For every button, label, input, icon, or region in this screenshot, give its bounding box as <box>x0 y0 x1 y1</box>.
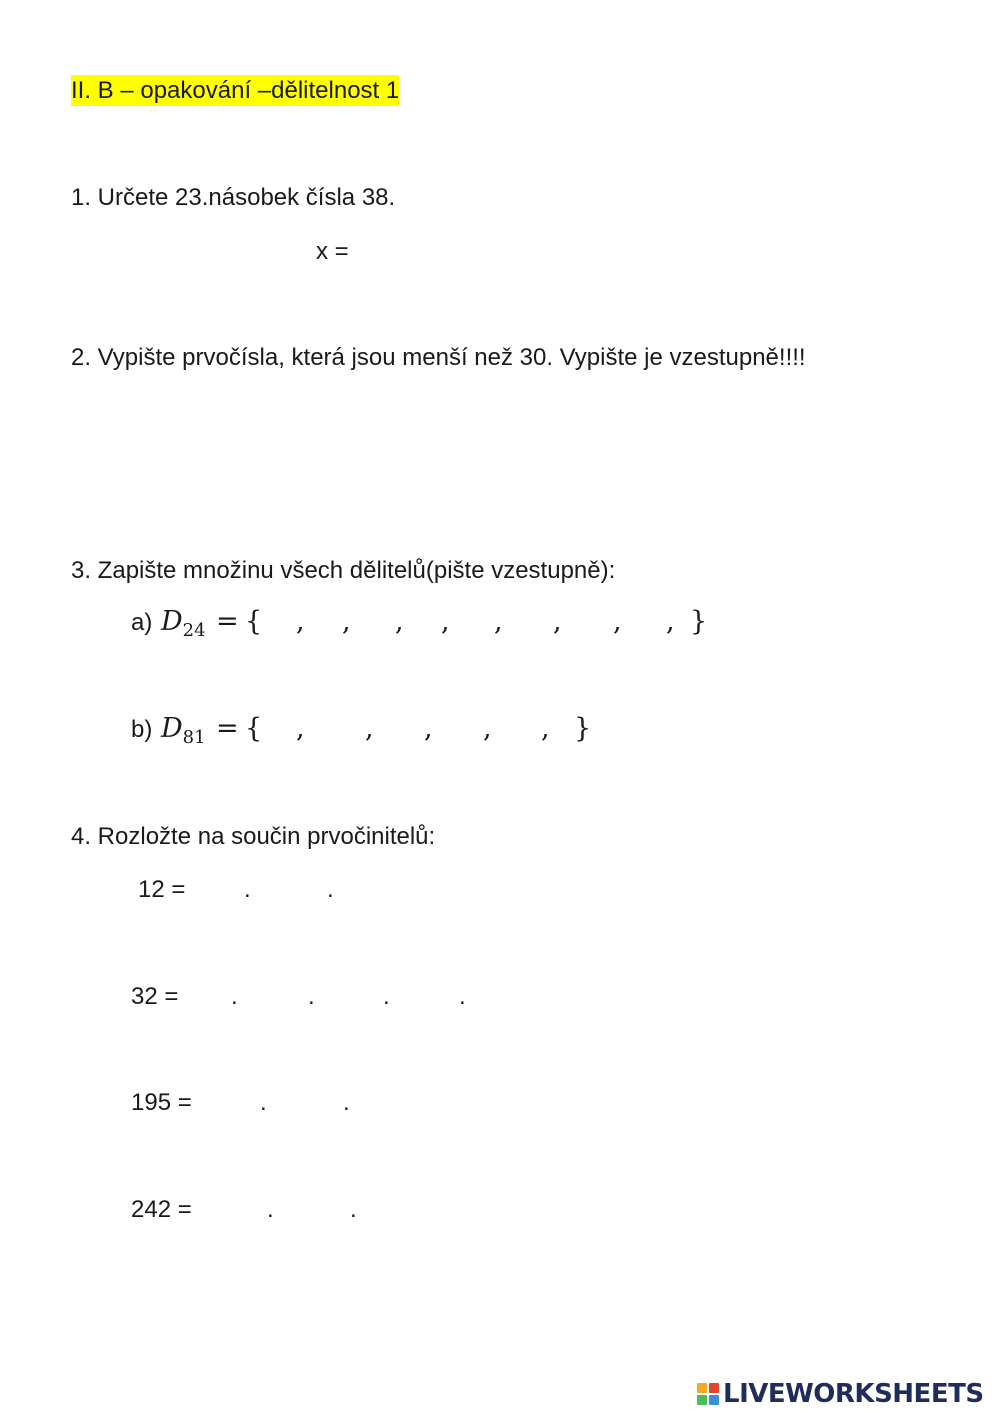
factor-row-12-label: 12 = <box>138 876 186 903</box>
logo-square-1 <box>697 1383 707 1393</box>
liveworksheets-logo <box>697 1378 984 1410</box>
factor-row-195-dot-2: . <box>343 1089 350 1116</box>
set-subscript: 24 <box>182 620 206 641</box>
question-2-text: 2. Vypište prvočísla, která jsou menší než 30. Vypište je vzestupně!!!! <box>71 344 806 371</box>
question-3b-label: b) <box>131 716 153 743</box>
question-3a-close-brace: } <box>690 606 708 637</box>
question-3a-open-brace: { <box>245 606 263 637</box>
question-3b-close-brace: } <box>574 713 592 744</box>
factor-row-32-dot-1: . <box>231 983 238 1010</box>
factor-row-195-label: 195 = <box>131 1089 192 1116</box>
question-3a-comma-1: , <box>296 606 305 637</box>
title-highlight: II. B – opakování –dělitelnost 1 <box>71 77 400 104</box>
question-3b-comma-2: , <box>365 713 374 744</box>
question-3b-comma-5: , <box>541 713 550 744</box>
factor-row-32-dot-2: . <box>308 983 315 1010</box>
set-symbol: D <box>161 606 183 637</box>
question-3a-set-name <box>161 607 206 646</box>
question-3a-comma-8: , <box>666 606 675 637</box>
question-3a-label: a) <box>131 609 153 636</box>
question-3b-equals: = <box>216 713 239 744</box>
logo-text: LIVEWORKSHEETS <box>723 1379 984 1409</box>
question-3a-comma-4: , <box>441 606 450 637</box>
factor-row-32-dot-4: . <box>459 983 466 1010</box>
question-3b-comma-4: , <box>483 713 492 744</box>
question-3a-comma-3: , <box>395 606 404 637</box>
logo-square-2 <box>709 1383 719 1393</box>
set-subscript: 81 <box>182 727 206 748</box>
factor-row-195-dot-1: . <box>260 1089 267 1116</box>
question-3a-comma-7: , <box>613 606 622 637</box>
question-3a-comma-6: , <box>553 606 562 637</box>
factor-row-12-dot-2: . <box>327 876 334 903</box>
logo-square-3 <box>697 1395 707 1405</box>
factor-row-242-label: 242 = <box>131 1196 192 1223</box>
question-3b-comma-3: , <box>424 713 433 744</box>
question-3a-equals: = <box>216 606 239 637</box>
question-3b-set-name <box>161 714 206 753</box>
question-3a-comma-5: , <box>494 606 503 637</box>
question-4-text: 4. Rozložte na součin prvočinitelů: <box>71 823 436 850</box>
question-3-text: 3. Zapište množinu všech dělitelů(pište vzestupně): <box>71 557 616 584</box>
logo-square-4 <box>709 1395 719 1405</box>
worksheet-title <box>71 76 399 106</box>
factor-row-12-dot-1: . <box>244 876 251 903</box>
factor-row-32-dot-3: . <box>383 983 390 1010</box>
question-3a-comma-2: , <box>342 606 351 637</box>
factor-row-32-label: 32 = <box>131 983 179 1010</box>
question-1-answer-label: x = <box>316 238 349 265</box>
logo-mark-icon <box>697 1383 719 1405</box>
question-1-text: 1. Určete 23.násobek čísla 38. <box>71 184 396 211</box>
factor-row-242-dot-2: . <box>350 1196 357 1223</box>
question-3b-open-brace: { <box>245 713 263 744</box>
set-symbol: D <box>161 713 183 744</box>
question-3b-comma-1: , <box>296 713 305 744</box>
factor-row-242-dot-1: . <box>267 1196 274 1223</box>
